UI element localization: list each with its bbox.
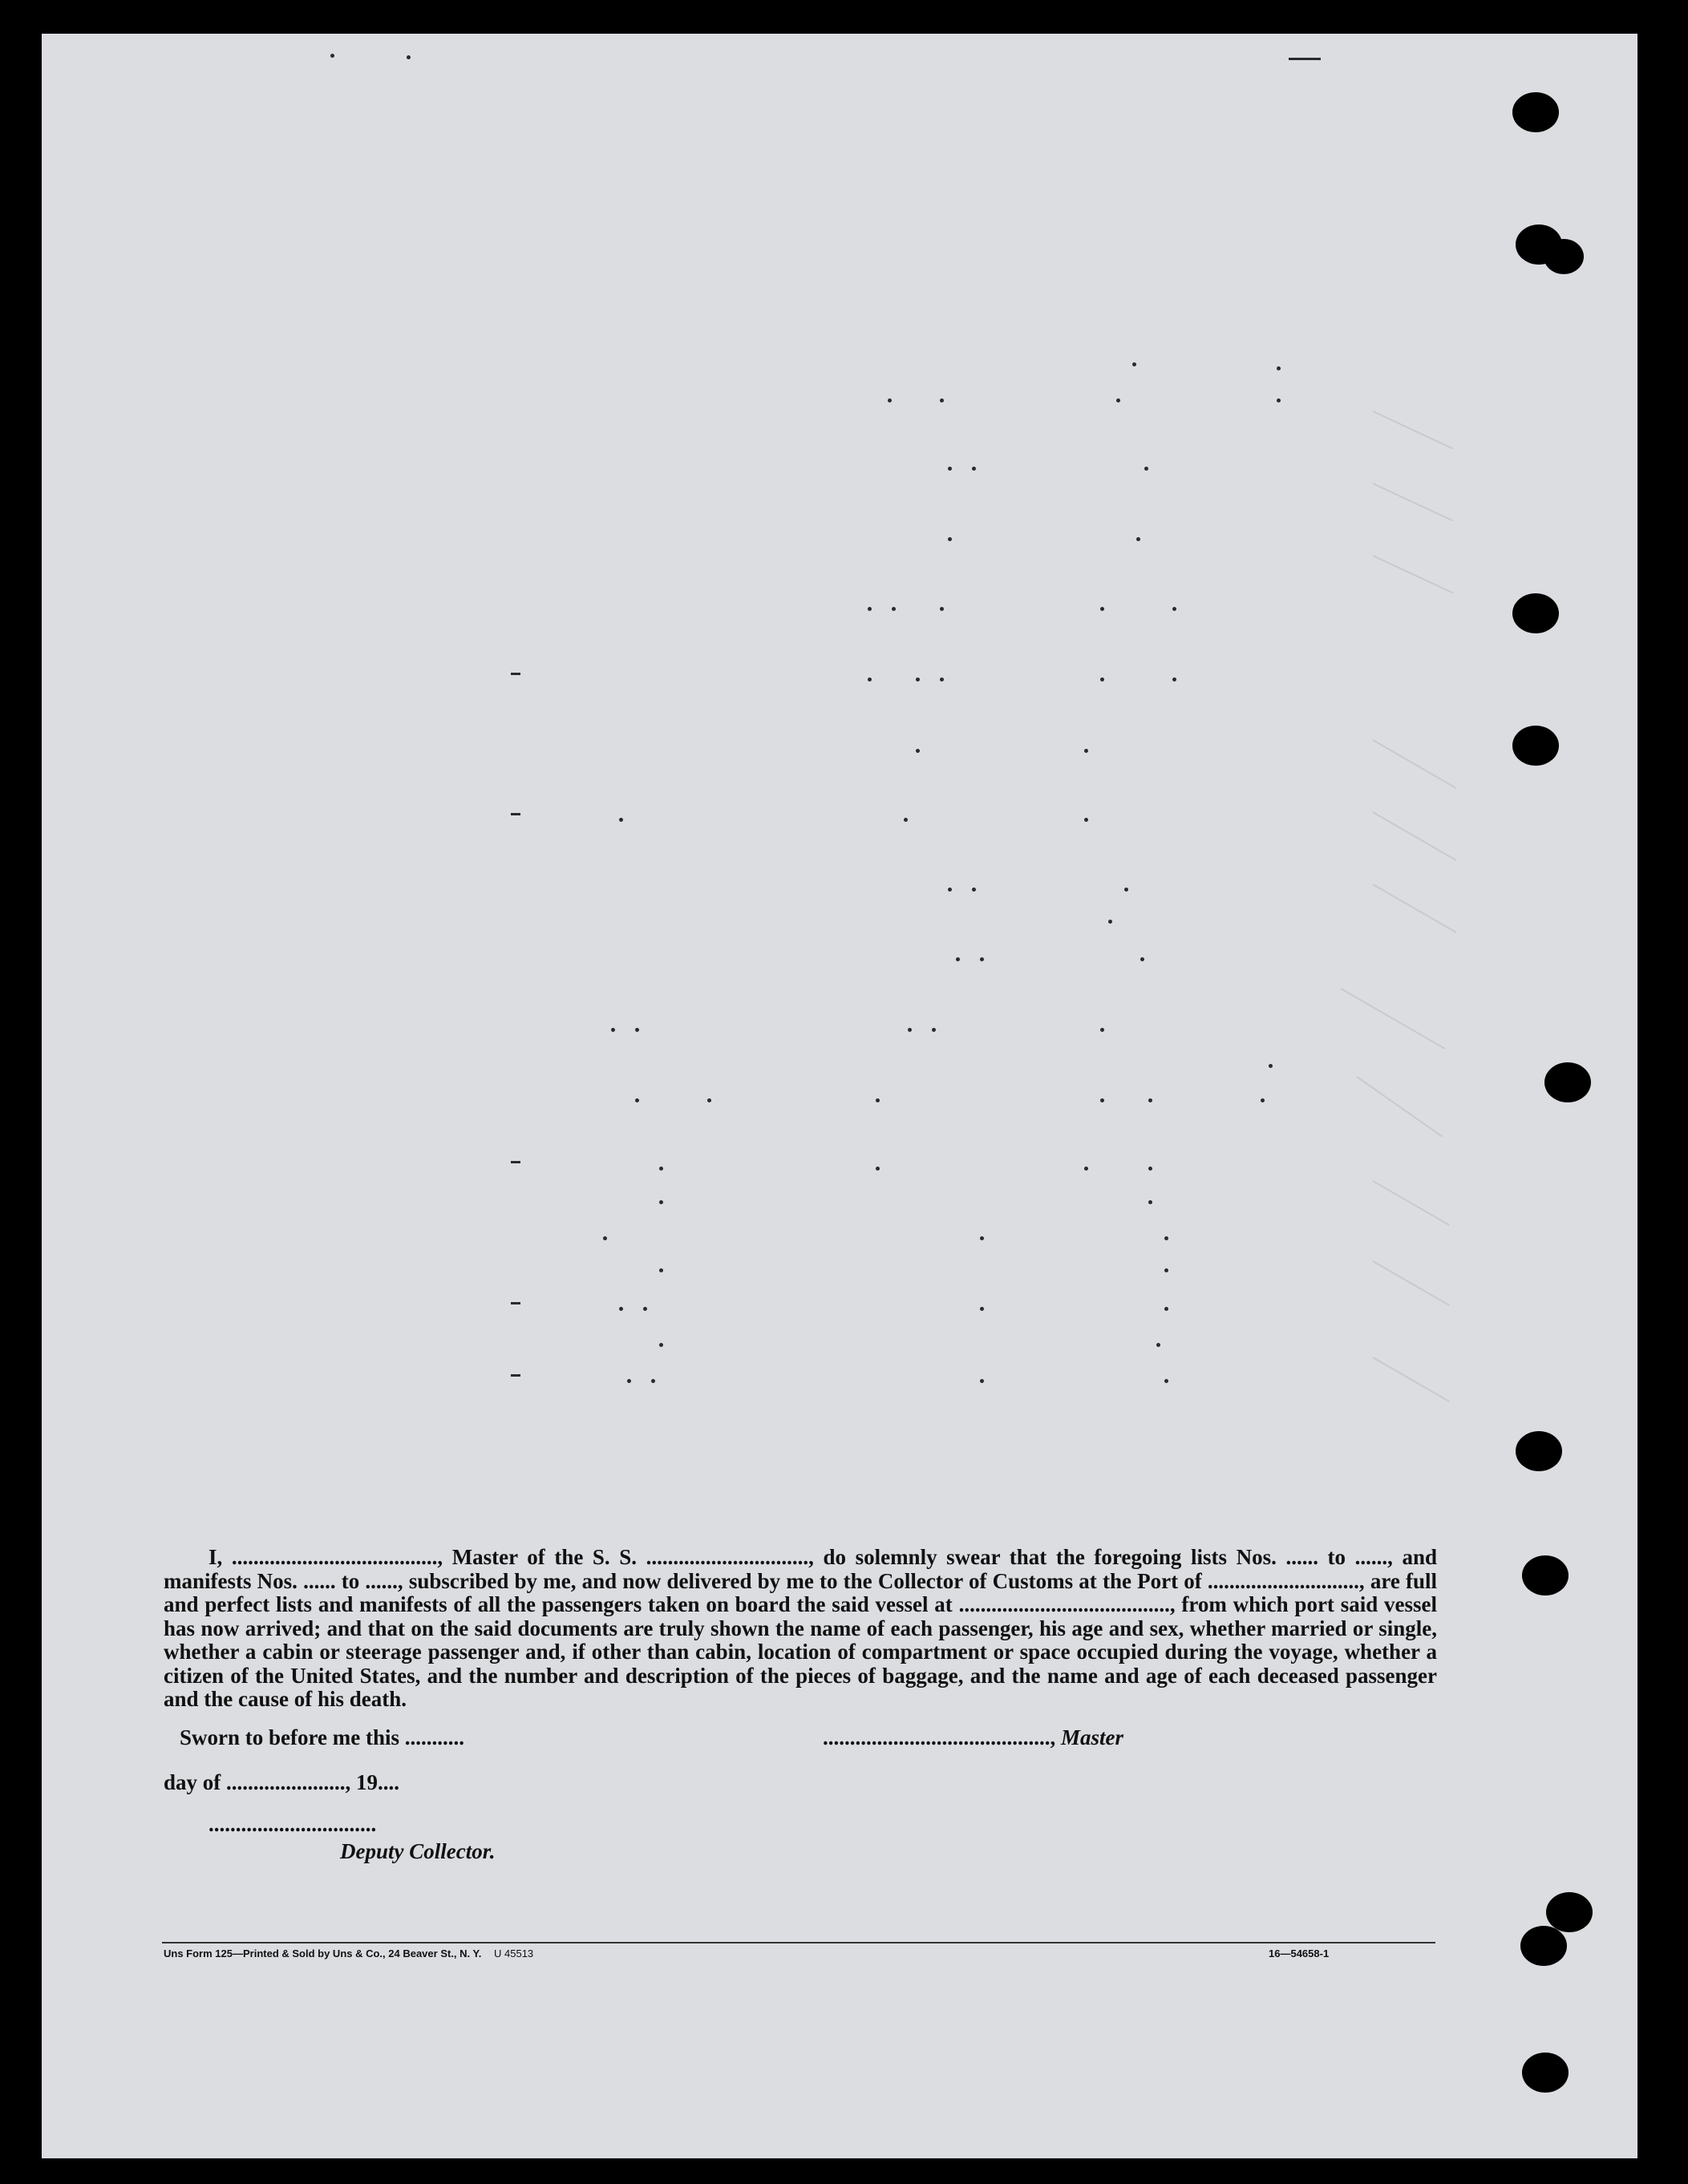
tick-mark xyxy=(1084,818,1088,822)
tick-mark xyxy=(972,467,976,471)
collector-label xyxy=(340,1839,495,1864)
tick-mark xyxy=(627,1379,631,1383)
sworn-text: Sworn to before me this ........... xyxy=(180,1725,464,1749)
collector-dots xyxy=(208,1812,376,1837)
tick-mark xyxy=(868,677,872,681)
tick-mark xyxy=(948,467,952,471)
tick-mark xyxy=(876,1098,880,1102)
punch-hole xyxy=(1520,1926,1567,1966)
bleed-mark xyxy=(1373,483,1454,521)
tick-mark xyxy=(940,607,944,611)
tick-mark xyxy=(1164,1307,1168,1311)
tick-mark xyxy=(635,1098,639,1102)
tick-mark xyxy=(1277,366,1281,370)
tick-mark xyxy=(908,1028,912,1032)
punch-hole xyxy=(1544,239,1584,274)
punch-hole xyxy=(1522,2053,1569,2093)
punch-hole xyxy=(1544,1062,1591,1102)
tick-mark xyxy=(1100,677,1104,681)
tick-mark xyxy=(1164,1236,1168,1240)
oath-statement xyxy=(164,1546,1437,1712)
tick-mark xyxy=(892,607,896,611)
tick-mark xyxy=(619,1307,623,1311)
tick-mark xyxy=(1100,607,1104,611)
tick-mark xyxy=(980,957,984,961)
master-signature-line xyxy=(823,1725,1123,1750)
bleed-mark xyxy=(1373,884,1457,933)
sworn-line xyxy=(180,1725,464,1750)
collector-dots-text: ............................... xyxy=(208,1812,377,1836)
tick-mark xyxy=(1172,677,1176,681)
tick-mark xyxy=(511,673,520,675)
punch-hole xyxy=(1546,1892,1593,1932)
tick-mark xyxy=(888,398,892,402)
tick-mark xyxy=(956,957,960,961)
tick-mark xyxy=(904,818,908,822)
bleed-mark xyxy=(1373,411,1454,449)
tick-mark xyxy=(1148,1200,1152,1204)
deputy-collector-label: Deputy Collector. xyxy=(340,1839,496,1863)
tick-mark xyxy=(980,1379,984,1383)
tick-mark xyxy=(611,1028,615,1032)
tick-mark xyxy=(1124,888,1128,892)
tick-mark xyxy=(1164,1268,1168,1272)
punch-hole xyxy=(1516,1431,1562,1471)
tick-mark xyxy=(1269,1064,1273,1068)
tick-mark xyxy=(659,1200,663,1204)
form-number: 16—54658-1 xyxy=(1269,1947,1330,1960)
footer-rule xyxy=(162,1942,1435,1943)
tick-mark xyxy=(1164,1379,1168,1383)
punch-hole xyxy=(1522,1555,1569,1596)
tick-mark xyxy=(876,1167,880,1171)
tick-mark xyxy=(1116,398,1120,402)
tick-mark xyxy=(1144,467,1148,471)
tick-mark xyxy=(603,1236,607,1240)
tick-mark xyxy=(643,1307,647,1311)
tick-mark xyxy=(932,1028,936,1032)
tick-mark xyxy=(511,1374,520,1377)
tick-mark xyxy=(1132,362,1136,366)
tick-mark xyxy=(916,677,920,681)
tick-mark xyxy=(1289,58,1321,60)
day-line xyxy=(164,1770,399,1795)
tick-mark xyxy=(1084,1167,1088,1171)
tick-mark xyxy=(659,1268,663,1272)
tick-mark xyxy=(980,1307,984,1311)
printer-credit: Uns Form 125—Printed & Sold by Uns & Co., 24 Beaver St., N. Y. xyxy=(164,1947,482,1960)
bleed-mark xyxy=(1373,739,1457,789)
tick-mark xyxy=(1100,1098,1104,1102)
tick-mark xyxy=(1100,1028,1104,1032)
tick-mark xyxy=(1108,920,1112,924)
tick-mark xyxy=(635,1028,639,1032)
tick-mark xyxy=(1148,1167,1152,1171)
tick-mark xyxy=(972,888,976,892)
tick-mark xyxy=(511,1161,520,1163)
day-text: day of ......................, 19.... xyxy=(164,1770,400,1794)
form-code: U 45513 xyxy=(494,1947,534,1960)
oath-paragraph: I, ......................................, Master of the S. S. .............................., do solemnly swear that the foregoing lists Nos. ...... to ......, and manifests Nos. ...... to ......, subscribed by me, and now delivered by me to the Collector of Customs at the Port of ............................, are full and perfect lists and manifests of all the passengers taken on board the said vessel at ......................................., from which port said vessel has now arrived; and that on the said documents are truly shown the name of each passenger, his age and sex, whether married or single, whether a cabin or steerage passenger and, if other than cabin, location of compartment or space occupied during the voyage, whether a citizen of the United States, and the number and description of the pieces of baggage, and the name and age of each deceased passenger and the cause of his death. xyxy=(164,1545,1437,1711)
tick-mark xyxy=(1148,1098,1152,1102)
tick-mark xyxy=(407,55,411,59)
bleed-mark xyxy=(1341,988,1446,1050)
tick-mark xyxy=(868,607,872,611)
tick-mark xyxy=(980,1236,984,1240)
punch-hole xyxy=(1512,92,1559,132)
tick-mark xyxy=(651,1379,655,1383)
tick-mark xyxy=(1277,398,1281,402)
tick-mark xyxy=(659,1167,663,1171)
tick-mark xyxy=(940,677,944,681)
punch-hole xyxy=(1512,593,1559,633)
tick-mark xyxy=(1084,749,1088,753)
master-label: Master xyxy=(1061,1725,1124,1749)
tick-mark xyxy=(1136,537,1140,541)
footer-left xyxy=(164,1947,533,1960)
footer-right xyxy=(1269,1947,1329,1960)
bleed-mark xyxy=(1373,1180,1450,1226)
tick-mark xyxy=(916,749,920,753)
tick-mark xyxy=(511,813,520,815)
tick-mark xyxy=(1156,1343,1160,1347)
punch-hole xyxy=(1512,726,1559,766)
tick-mark xyxy=(330,54,334,58)
tick-mark xyxy=(948,888,952,892)
tick-mark xyxy=(1261,1098,1265,1102)
tick-mark xyxy=(1172,607,1176,611)
tick-mark xyxy=(619,818,623,822)
master-dots: .........................................., xyxy=(823,1725,1056,1749)
bleed-mark xyxy=(1356,1076,1443,1137)
bleed-mark xyxy=(1373,811,1457,861)
bleed-mark xyxy=(1373,1357,1450,1402)
tick-mark xyxy=(511,1302,520,1304)
tick-mark xyxy=(659,1343,663,1347)
tick-mark xyxy=(1140,957,1144,961)
tick-mark xyxy=(940,398,944,402)
bleed-mark xyxy=(1373,555,1454,593)
tick-mark xyxy=(707,1098,711,1102)
tick-mark xyxy=(948,537,952,541)
bleed-mark xyxy=(1373,1260,1450,1306)
manifest-sheet xyxy=(42,34,1637,2158)
